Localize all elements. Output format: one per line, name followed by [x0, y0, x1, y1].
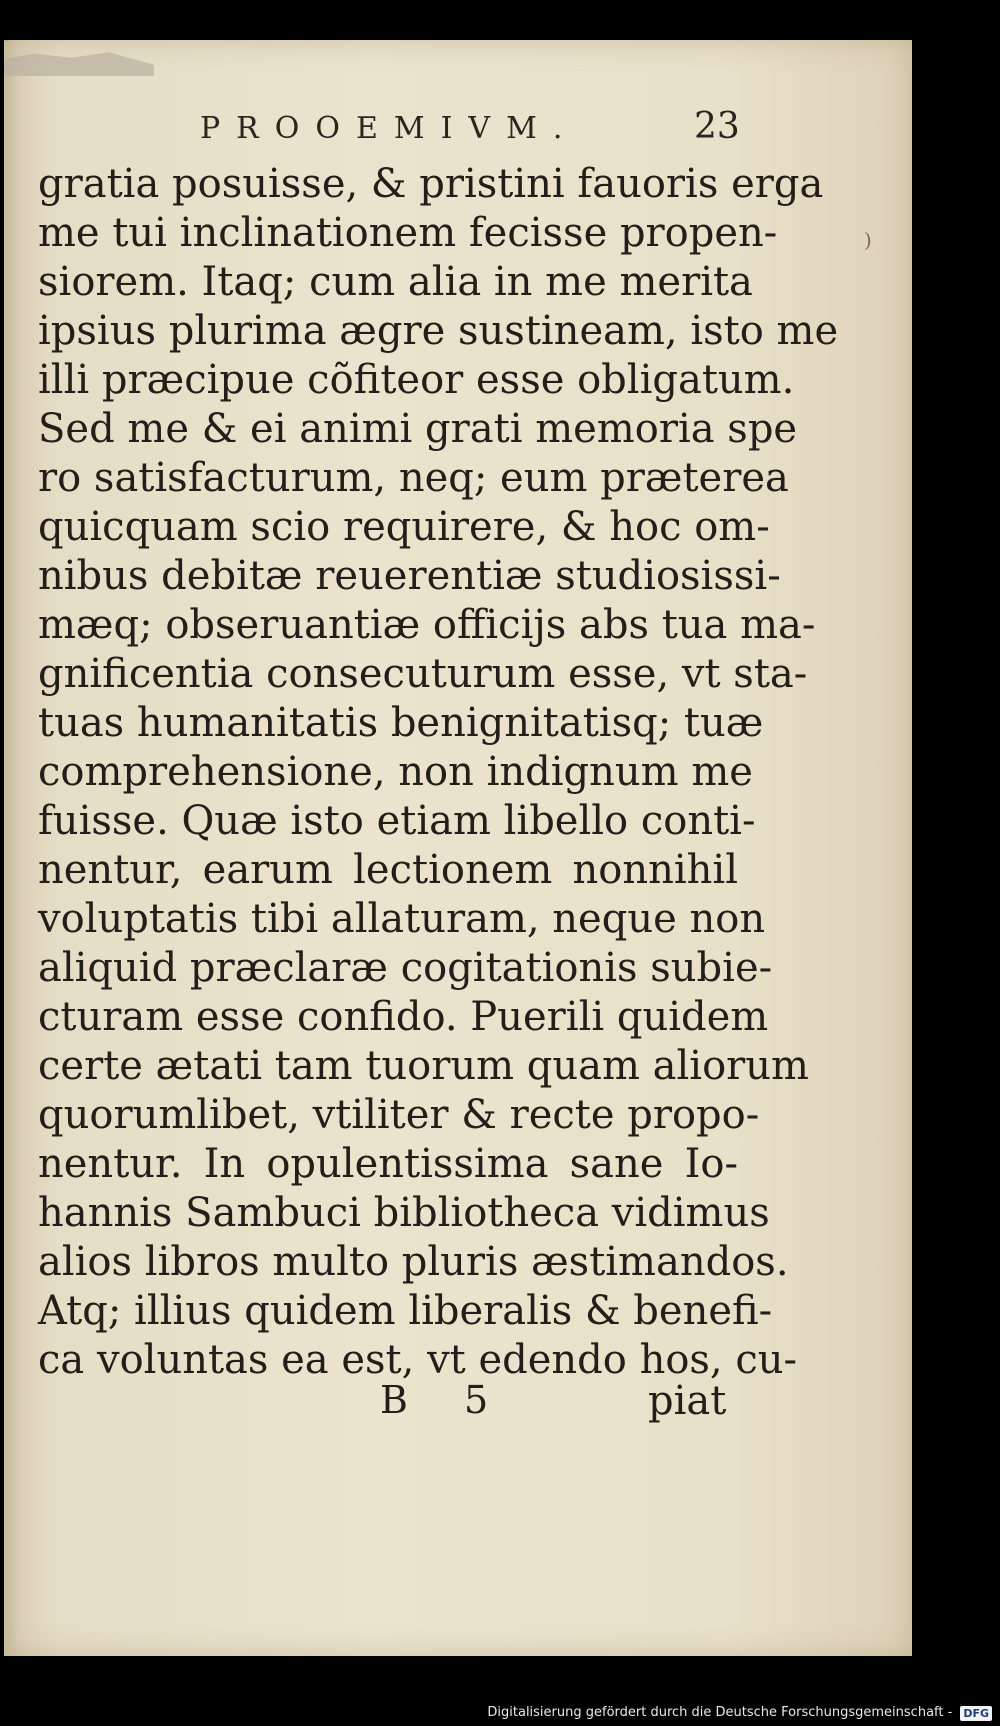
text-line: tuas humanitatis benignitatisq; tuæ: [38, 700, 764, 746]
text-line: ipsius plurima ægre sustineam, isto me: [38, 308, 839, 354]
text-line: comprehensione, non indignum me: [38, 749, 753, 795]
text-line: alios libros multo pluris æstimandos.: [38, 1239, 789, 1285]
text-line: fuisse. Quæ isto etiam libello conti-: [38, 798, 756, 844]
text-line: me tui inclinationem fecisse propen-: [38, 210, 778, 256]
text-line: gnificentia consecuturum esse, vt sta-: [38, 651, 808, 697]
text-line: ca voluntas ea est, vt edendo hos, cu-: [38, 1337, 798, 1383]
page-edge: [4, 40, 18, 1656]
margin-mark: ): [864, 228, 872, 252]
text-line: Atq; illius quidem liberalis & benefi-: [38, 1288, 773, 1334]
credit-text: Digitalisierung gefördert durch die Deutsche Forschungsgemeinschaft -: [487, 1705, 953, 1720]
text-line: Sed me & ei animi grati memoria spe: [38, 406, 798, 452]
text-line: illi præcipue cõfiteor esse obligatum.: [38, 357, 795, 403]
body-text: [38, 160, 839, 1385]
text-line: nibus debitæ reuerentiæ studiosissi-: [38, 553, 781, 599]
text-line: nentur. In opulentissima sane Io-: [38, 1141, 738, 1187]
text-line: hannis Sambuci bibliotheca vidimus: [38, 1190, 770, 1236]
catchword: piat: [648, 1378, 727, 1424]
torn-page-corner: [4, 48, 154, 76]
credit-bar: [0, 1700, 1000, 1726]
text-line: cturam esse confido. Puerili quidem: [38, 994, 769, 1040]
dfg-logo-icon: DFG: [960, 1706, 992, 1721]
page-number: 23: [694, 106, 740, 147]
text-line: voluptatis tibi allaturam, neque non: [38, 896, 766, 942]
text-line: gratia posuisse, & pristini fauoris erga: [38, 161, 824, 207]
text-line: mæq; obseruantiæ officijs abs tua ma-: [38, 602, 816, 648]
running-head: PROOEMIVM.: [200, 111, 579, 146]
text-line: siorem. Itaq; cum alia in me merita: [38, 259, 753, 305]
text-line: certe ætati tam tuorum quam aliorum: [38, 1043, 809, 1089]
text-line: nentur, earum lectionem nonnihil: [38, 847, 738, 893]
text-line: quorumlibet, vtiliter & recte propo-: [38, 1092, 760, 1138]
text-line: quicquam scio requirere, & hoc om-: [38, 504, 770, 550]
text-line: ro satisfacturum, neq; eum præterea: [38, 455, 789, 501]
signature-mark: B 5: [380, 1378, 511, 1422]
text-line: aliquid præclaræ cogitationis subie-: [38, 945, 773, 991]
